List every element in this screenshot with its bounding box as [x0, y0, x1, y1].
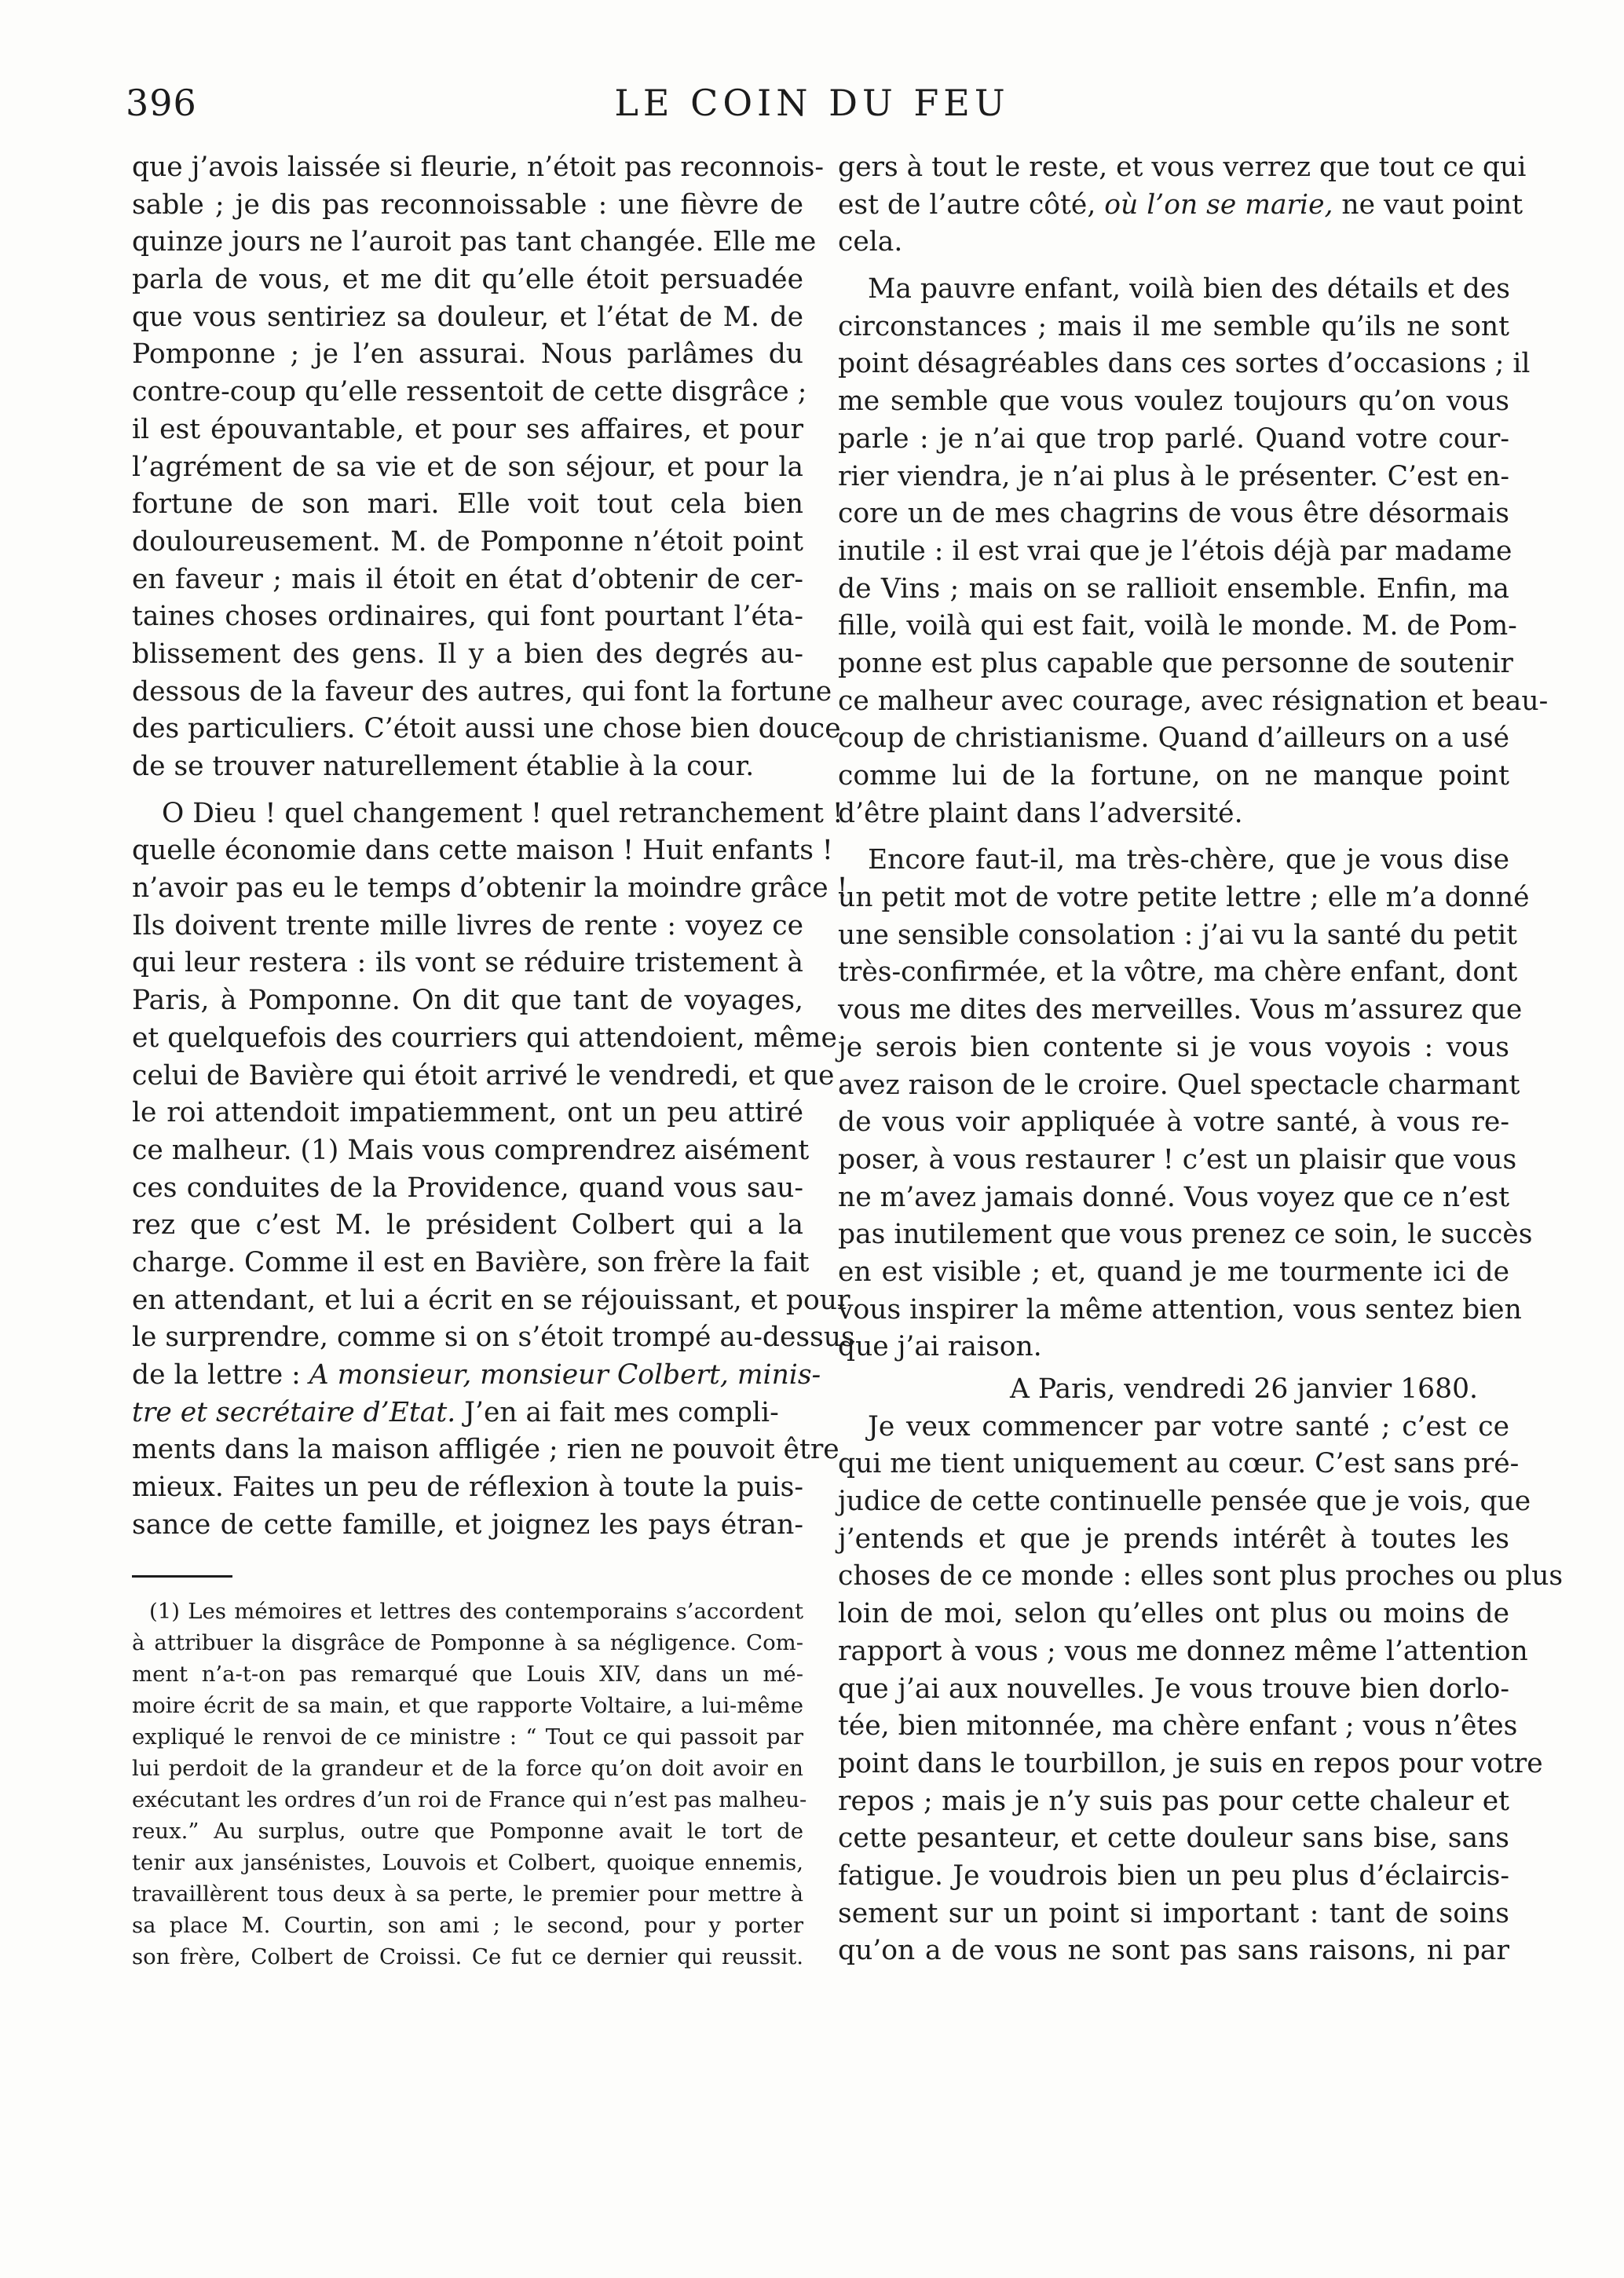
text-line [132, 1357, 821, 1395]
text-line: qu’on a de vous ne sont pas sans raisons, ni par [838, 1935, 1509, 1967]
text-line: il est épouvantable, et pour ses affaires, et pour [132, 413, 803, 445]
text-line: un petit mot de votre petite lettre ; elle m’a donné [838, 882, 1530, 914]
text-line: inutile : il est vrai que je l’étois déjà par madame [838, 535, 1512, 567]
text-line: choses de ce monde : elles sont plus proches ou plus [838, 1560, 1564, 1592]
text-line: core un de mes chagrins de vous être désormais [838, 498, 1509, 530]
text-line: gers à tout le reste, et vous verrez que tout ce qui [838, 152, 1527, 183]
text-line: dessous de la faveur des autres, qui font la fortune [132, 675, 832, 708]
right-column [838, 149, 1564, 1970]
text-line: en faveur ; mais il étoit en état d’obtenir de cer- [132, 563, 803, 595]
text-line: ponne est plus capable que personne de soutenir [838, 647, 1513, 679]
text-line: Ma pauvre enfant, voilà bien des détails et des [868, 273, 1510, 305]
page-number: 396 [126, 82, 197, 124]
italic-phrase: où l’on se marie, [1104, 188, 1333, 221]
text-line: circonstances ; mais il me semble qu’ils ne sont [838, 310, 1509, 342]
footnote-line: expliqué le renvoi de ce ministre : “ Tout ce qui passoit par [132, 1724, 803, 1750]
text-line: rez que c’est M. le président Colbert qui a la [132, 1209, 803, 1241]
text-line: ces conduites de la Providence, quand vous sau- [132, 1172, 803, 1204]
text-line: d’être plaint dans l’adversité. [838, 797, 1243, 829]
footnote-line: exécutant les ordres d’un roi de France qui n’est pas malheu- [132, 1787, 807, 1812]
footnote-line: (1) Les mémoires et lettres des contemporains s’accordent [149, 1599, 803, 1624]
text-line: ments dans la maison affligée ; rien ne pouvoit être [132, 1434, 839, 1466]
text-line: avez raison de le croire. Quel spectacle charmant [838, 1069, 1520, 1101]
text-line: cette pesanteur, et cette douleur sans bise, sans [838, 1823, 1509, 1855]
text-line: parle : je n’ai que trop parlé. Quand votre cour- [838, 422, 1509, 455]
text-line: Je veux commencer par votre santé ; c’est ce [868, 1410, 1509, 1442]
text-fragment: de la lettre : [132, 1359, 309, 1391]
footnote-line: lui perdoit de la grandeur et de la force qu’on doit avoir en [132, 1756, 803, 1781]
footnote [132, 1596, 807, 1973]
letter-dateline: A Paris, vendredi 26 janvier 1680. [1009, 1373, 1478, 1405]
text-line: Pomponne ; je l’en assurai. Nous parlâmes du [132, 338, 803, 371]
text-line: me semble que vous voulez toujours qu’on vous [838, 386, 1509, 418]
text-line: qui leur restera : ils vont se réduire tristement à [132, 947, 803, 979]
left-column [132, 149, 855, 1544]
text-line: blissement des gens. Il y a bien des degrés au- [132, 638, 803, 670]
footnote-line: reux.” Au surplus, outre que Pomponne avait le tort de [132, 1819, 803, 1844]
text-line: comme lui de la fortune, on ne manque point [838, 760, 1509, 792]
text-line: de se trouver naturellement établie à la cour. [132, 751, 755, 782]
text-line: de Vins ; mais on se rallioit ensemble. Enfin, ma [838, 572, 1509, 605]
text-fragment: est de l’autre côté, [838, 188, 1105, 221]
text-line [838, 187, 1523, 225]
text-line: douloureusement. M. de Pomponne n’étoit point [132, 525, 803, 558]
text-line: Encore faut-il, ma très-chère, que je vous dise [868, 844, 1509, 876]
text-line: qui me tient uniquement au cœur. C’est sans pré- [838, 1448, 1520, 1480]
footnote-rule [132, 1575, 232, 1578]
text-line: en attendant, et lui a écrit en se réjouissant, et pour [132, 1284, 850, 1316]
text-line: quelle économie dans cette maison ! Huit enfants ! [132, 835, 833, 867]
text-line: point désagréables dans ces sortes d’occasions ; il [838, 348, 1531, 380]
text-line: très-confirmée, et la vôtre, ma chère enfant, dont [838, 956, 1518, 989]
text-line: vous me dites des merveilles. Vous m’assurez que [838, 994, 1523, 1026]
text-line: ne m’avez jamais donné. Vous voyez que ce n’est [838, 1181, 1510, 1213]
text-line: fortune de son mari. Elle voit tout cela bien [132, 488, 803, 521]
text-line: que j’ai raison. [838, 1331, 1042, 1363]
text-line: sement sur un point si important : tant de soins [838, 1897, 1509, 1929]
text-line: fatigue. Je voudrois bien un peu plus d’éclaircis- [838, 1859, 1509, 1892]
italic-address: tre et secrétaire d’Etat. [132, 1396, 456, 1428]
text-line: en est visible ; et, quand je me tourmente ici de [838, 1256, 1509, 1288]
text-line: n’avoir pas eu le temps d’obtenir la moindre grâce ! [132, 872, 848, 905]
text-line: judice de cette continuelle pensée que je vois, que [838, 1486, 1531, 1518]
text-line: mieux. Faites un peu de réflexion à toute la puis- [132, 1472, 803, 1504]
text-line: coup de christianisme. Quand d’ailleurs on a usé [838, 722, 1509, 755]
text-line: ce malheur avec courage, avec résignation et beau- [838, 685, 1549, 717]
text-line: le surprendre, comme si on s’étoit trompé au-dessus [132, 1322, 855, 1354]
text-line: O Dieu ! quel changement ! quel retranchement ! [162, 797, 843, 829]
text-line: de vous voir appliquée à votre santé, à vous re- [838, 1106, 1509, 1139]
footnote-line: sa place M. Courtin, son ami ; le second, pour y porter [132, 1913, 803, 1938]
footnote-line: moire écrit de sa main, et que rapporte Voltaire, a lui-même [132, 1693, 803, 1718]
text-line: repos ; mais je n’y suis pas pour cette chaleur et [838, 1785, 1509, 1817]
text-line: charge. Comme il est en Bavière, son frère la fait [132, 1246, 810, 1278]
text-line: loin de moi, selon qu’elles ont plus ou moins de [838, 1598, 1509, 1630]
text-line: Ils doivent trente mille livres de rente : voyez ce [132, 909, 803, 942]
text-line: Paris, à Pomponne. On dit que tant de voyages, [132, 985, 803, 1017]
text-line [132, 1395, 803, 1432]
text-line: tée, bien mitonnée, ma chère enfant ; vous n’êtes [838, 1710, 1518, 1742]
text-line: sance de cette famille, et joignez les pays étran- [132, 1508, 803, 1541]
text-fragment: J’en ai fait mes compli- [455, 1396, 779, 1428]
text-line: que j’ai aux nouvelles. Je vous trouve bien dorlo- [838, 1673, 1509, 1705]
text-line: et quelquefois des courriers qui attendoient, même [132, 1022, 837, 1054]
footnote-line: travaillèrent tous deux à sa perte, le premier pour mettre à [132, 1881, 803, 1907]
footnote-line: à attribuer la disgrâce de Pomponne à sa négligence. Com- [132, 1630, 803, 1655]
text-line: poser, à vous restaurer ! c’est un plaisir que vous [838, 1143, 1517, 1176]
text-line: fille, voilà qui est fait, voilà le monde. M. de Pom- [838, 610, 1517, 642]
text-line: sable ; je dis pas reconnoissable : une fièvre de [132, 188, 803, 221]
italic-address: A monsieur, monsieur Colbert, minis- [309, 1359, 821, 1391]
text-line: cela. [838, 226, 903, 258]
footnote-line: son frère, Colbert de Croissi. Ce fut ce dernier qui reussit. [132, 1944, 803, 1969]
text-line: quinze jours ne l’auroit pas tant changée. Elle me [132, 226, 817, 258]
text-line: contre-coup qu’elle ressentoit de cette disgrâce ; [132, 376, 807, 408]
text-line: taines choses ordinaires, qui font pourtant l’éta- [132, 601, 803, 633]
text-fragment: ne vaut point [1333, 188, 1523, 221]
footnote-line: tenir aux jansénistes, Louvois et Colbert, quoique ennemis, [132, 1850, 803, 1875]
text-line: une sensible consolation : j’ai vu la santé du petit [838, 919, 1517, 951]
text-line: l’agrément de sa vie et de son séjour, et pour la [132, 451, 803, 483]
text-line: pas inutilement que vous prenez ce soin, le succès [838, 1219, 1533, 1251]
footnote-line: ment n’a-t-on pas remarqué que Louis XIV, dans un mé- [132, 1662, 803, 1687]
text-line: rier viendra, je n’ai plus à le présenter. C’est en- [838, 460, 1509, 492]
text-line: vous inspirer la même attention, vous sentez bien [838, 1293, 1522, 1325]
text-line: que j’avois laissée si fleurie, n’étoit pas reconnois- [132, 152, 824, 183]
text-line: parla de vous, et me dit qu’elle étoit persuadée [132, 264, 803, 296]
text-line: point dans le tourbillon, je suis en repos pour votre [838, 1747, 1543, 1779]
text-line: je serois bien contente si je vous voyois : vous [838, 1031, 1509, 1063]
text-line: le roi attendoit impatiemment, ont un peu attiré [132, 1097, 803, 1129]
text-line: des particuliers. C’étoit aussi une chose bien douce [132, 713, 841, 745]
text-line: que vous sentiriez sa douleur, et l’état de M. de [132, 301, 803, 333]
running-title: LE COIN DU FEU [614, 82, 1010, 124]
text-line: celui de Bavière qui étoit arrivé le vendredi, et que [132, 1059, 835, 1091]
text-line: j’entends et que je prends intérêt à toutes les [838, 1523, 1509, 1555]
text-line: rapport à vous ; vous me donnez même l’attention [838, 1635, 1528, 1667]
text-line: ce malheur. (1) Mais vous comprendrez aisément [132, 1134, 810, 1166]
